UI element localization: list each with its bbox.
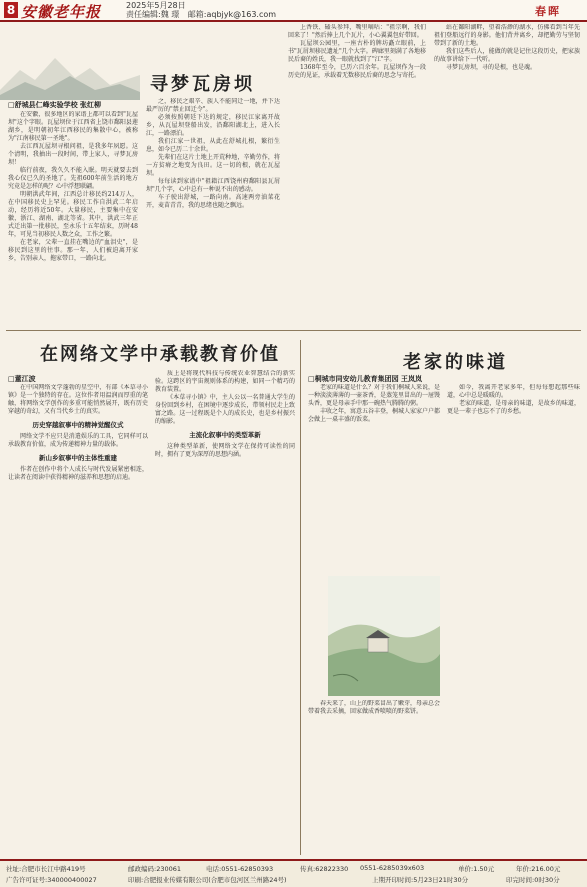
- footer-finish-time: 印完时间:0时30分: [506, 876, 560, 884]
- article1-col3: [288, 24, 426, 326]
- paragraph: 每每读到家谱中"祖籍江西饶州府鄱阳县瓦屑坝"几个字，心中总有一种说不出的感动。: [146, 178, 280, 193]
- paragraph: 瓦屋坝公园里，一座古朴的牌坊矗立眼前，上书"瓦屑坝移民遗址"几个大字。碑廊里刻满了各地移民后裔的姓氏，我一眼就找到了"江"字。: [288, 40, 426, 63]
- paragraph: 寻梦瓦房坝，寻的是根，也是魂。: [446, 64, 537, 71]
- paragraph: 之，移民之艰辛、族人不能同迁一地，并下达最严厉的"禁止回迁令"。: [146, 98, 280, 113]
- paragraph: 在安徽，很多地区的家谱上都可以看到"瓦屋坝"这个字眼。瓦屋坝位于江西省上饶市鄱阳县莲湖乡，是明朝初年江西移民的集散中心，被称为"江南移民第一圣地"。: [8, 111, 138, 142]
- paragraph: 春天来了，山上的野菜冒出了嫩芽，母亲总会带着我去采摘，回家做成香喷喷的野菜饼。: [308, 700, 440, 715]
- paragraph: 这种类型革新，使网络文学在保持可读性的同时，拥有了更为深厚的思想内涵。: [155, 443, 295, 458]
- page-footer: [0, 859, 587, 887]
- article1-author: □舒城县仁峰实验学校 张红柳: [8, 101, 102, 109]
- footer-phone2: 0551-6285039x603: [360, 864, 425, 872]
- paragraph: 老家的味道是什么？对于我们桐城人来说，是一种淡淡薄薄的一壶茶香，是蒸笼里冒出的一屉馒头香，更是母亲手中那一碗热气腾腾的粥。: [308, 384, 440, 407]
- page-header: [0, 0, 587, 22]
- article2-subtitle3: 主流化叙事中的类型革新: [189, 431, 261, 439]
- section-name: 春晖: [535, 5, 561, 18]
- paragraph: 在老家，父辈一直挂在嘴边的"血泪史"，是移民到这里的往事。那一年，人们被迫离开家乡，告别亲人，拖家带口，一路向北。: [8, 239, 138, 262]
- paragraph: 上香铁、磕头参拜，嘴里嘀咕："祖宗啊，我们回来了！"然后捧上几个瓦片，小心翼翼包好带回。: [288, 24, 426, 39]
- article1-title: 寻梦瓦房坝: [150, 74, 255, 95]
- paragraph: 去江西瓦屋坝寻根问祖，是我多年夙愿。这个清明，我抽出一段时间，带上家人，寻梦瓦房坝！: [8, 143, 138, 166]
- article1-col1: [8, 111, 138, 326]
- mountain-illustration: [0, 40, 140, 100]
- paragraph: 丰收之年，寓意五谷丰登，桐城人家家户户都会做上一桌丰盛的饭菜。: [308, 408, 440, 423]
- newspaper-brand: 安徽老年报: [21, 3, 102, 21]
- paragraph: 我们江家一世祖，从此在舒城扎根，繁衍生息，如今已历二十余世。: [146, 138, 280, 153]
- article3-col1b: [308, 700, 440, 854]
- footer-annual: 年价:216.00元: [516, 865, 561, 873]
- paragraph: 《本草寻小镇》中，主人公以一名普通大学生的身份回到乡村，在困境中逐步成长，带领村民走上致富之路。这一过程既是个人的成长史，也是乡村振兴的缩影。: [155, 394, 295, 425]
- article2-col1: [8, 384, 148, 854]
- issue-date: 2025年5月28日: [126, 1, 186, 10]
- footer-fax: 传真:62822330: [300, 865, 349, 873]
- article2-subtitle1: 历史穿越叙事中的精神觉醒仪式: [32, 421, 124, 429]
- article2-col2: [155, 370, 295, 854]
- paragraph: 明朝洪武年间，江西总计移民约214万人，在中国移民史上罕见。移民工作自洪武二年启动，经历将近50年。大量移民，主要集中在安徽，浙江、湖南、湖北等省。其中，洪武三年正式迁出第一批移民，至永乐十五年结束，历时48年，可见当初移民人数之众，工作之繁。: [8, 191, 138, 238]
- paragraph: 必须按照朝廷下达的规定，移民江家离开故乡，从瓦屋坝登船出发，沿鄱阳湖北上，进入长江，一路漂泊。: [146, 114, 280, 137]
- header-meta: [126, 1, 276, 19]
- paragraph: 站在鄱阳湖畔，望着浩渺的湖水，仿佛看到当年先祖们登船远行的身影。他们背井离乡，却把勤劳与坚韧带到了新的土地。: [434, 24, 580, 47]
- footer-printer: 印刷:合肥报业传媒有限公司(合肥市包河区兰州路24号): [128, 876, 287, 884]
- column-divider: [300, 340, 301, 855]
- footer-phone: 电话:0551-62850393: [206, 865, 274, 873]
- paragraph: 车子驶出舒城，一路向南。高速两旁油菜花开，麦苗青青，我的思绪也随之飘远。: [146, 194, 280, 209]
- editor-email: 邮箱:aqbjyk@163.com: [187, 10, 277, 19]
- article3-col2: [447, 384, 580, 854]
- article3-author: □桐城市同安幼儿教育集团园 王岚岚: [308, 375, 423, 383]
- footer-postcode: 邮政编码:230061: [128, 865, 182, 873]
- paragraph: 质上是将现代科技与传统农业智慧结合的新实验。这跨区的宇宙规则体系的构建，如同一个精巧的教育装置。: [155, 370, 295, 393]
- paragraph: 老家的味道，是母亲的味道，是故乡的味道，更是一辈子也忘不了的乡愁。: [447, 400, 580, 415]
- article2-author: □董江波: [8, 375, 36, 383]
- paragraph: 网络文学不应只是消遣娱乐的工具，它同样可以承载教育价值，成为传递精神力量的载体。: [8, 433, 148, 448]
- article3-title: 老家的味道: [403, 352, 508, 373]
- article2-subtitle2: 新山乡叙事中的主体性重建: [39, 454, 117, 462]
- page-number: 8: [4, 2, 18, 18]
- village-illustration: [328, 576, 440, 696]
- footer-print-time: 上期开印时间:5月23日21时30分: [372, 876, 469, 884]
- footer-address: 社址:合肥市长江中路419号: [6, 865, 86, 873]
- article3-col1: [308, 384, 440, 574]
- footer-price: 单价:1.50元: [458, 865, 495, 873]
- paragraph: 1368年至今，已历六百余年。瓦屋坝作为一段历史的见证，承载着无数移民后裔的思念与寄托。: [288, 64, 426, 79]
- section-divider: [6, 330, 581, 331]
- paragraph: 如今，我离开老家多年，但每每想起那些味道，心中总是暖暖的。: [447, 384, 580, 399]
- paragraph: 临行前夜，我久久不能入眠。明天就要去到我心仪已久的圣地了。先祖600年前生活的地方究竟是怎样的呢？心中浮想联翩。: [8, 167, 138, 190]
- paragraph: 作者在创作中将个人成长与时代发展紧密相连，让读者在阅读中获得精神的滋养和思想的启迪。: [8, 466, 148, 481]
- article2-title: 在网络文学中承载教育价值: [40, 344, 280, 365]
- article1-col2: [146, 98, 280, 326]
- paragraph: 先辈们在这片土地上开荒种地，辛勤劳作，将一方贫瘠之地变为良田。这一切的根，就在瓦屋坝。: [146, 154, 280, 177]
- paragraph: 我们这些后人，能做的就是记住这段历史，把家族的故事讲给下一代听。: [434, 48, 580, 63]
- paragraph: 在中国网络文学蓬勃的星空中，有部《本草寻小镇》是一个独特的存在。这位作者用温润而厚重的笔触，将网络文学创作的多重可能悄然展开，既有历史穿越的奇幻，又有当代乡土的真实。: [8, 384, 148, 415]
- article1-col4: [434, 24, 580, 326]
- footer-license: 广告许可证号:340000400027: [6, 876, 97, 884]
- editor-name: 责任编辑:魏 璟: [126, 10, 180, 19]
